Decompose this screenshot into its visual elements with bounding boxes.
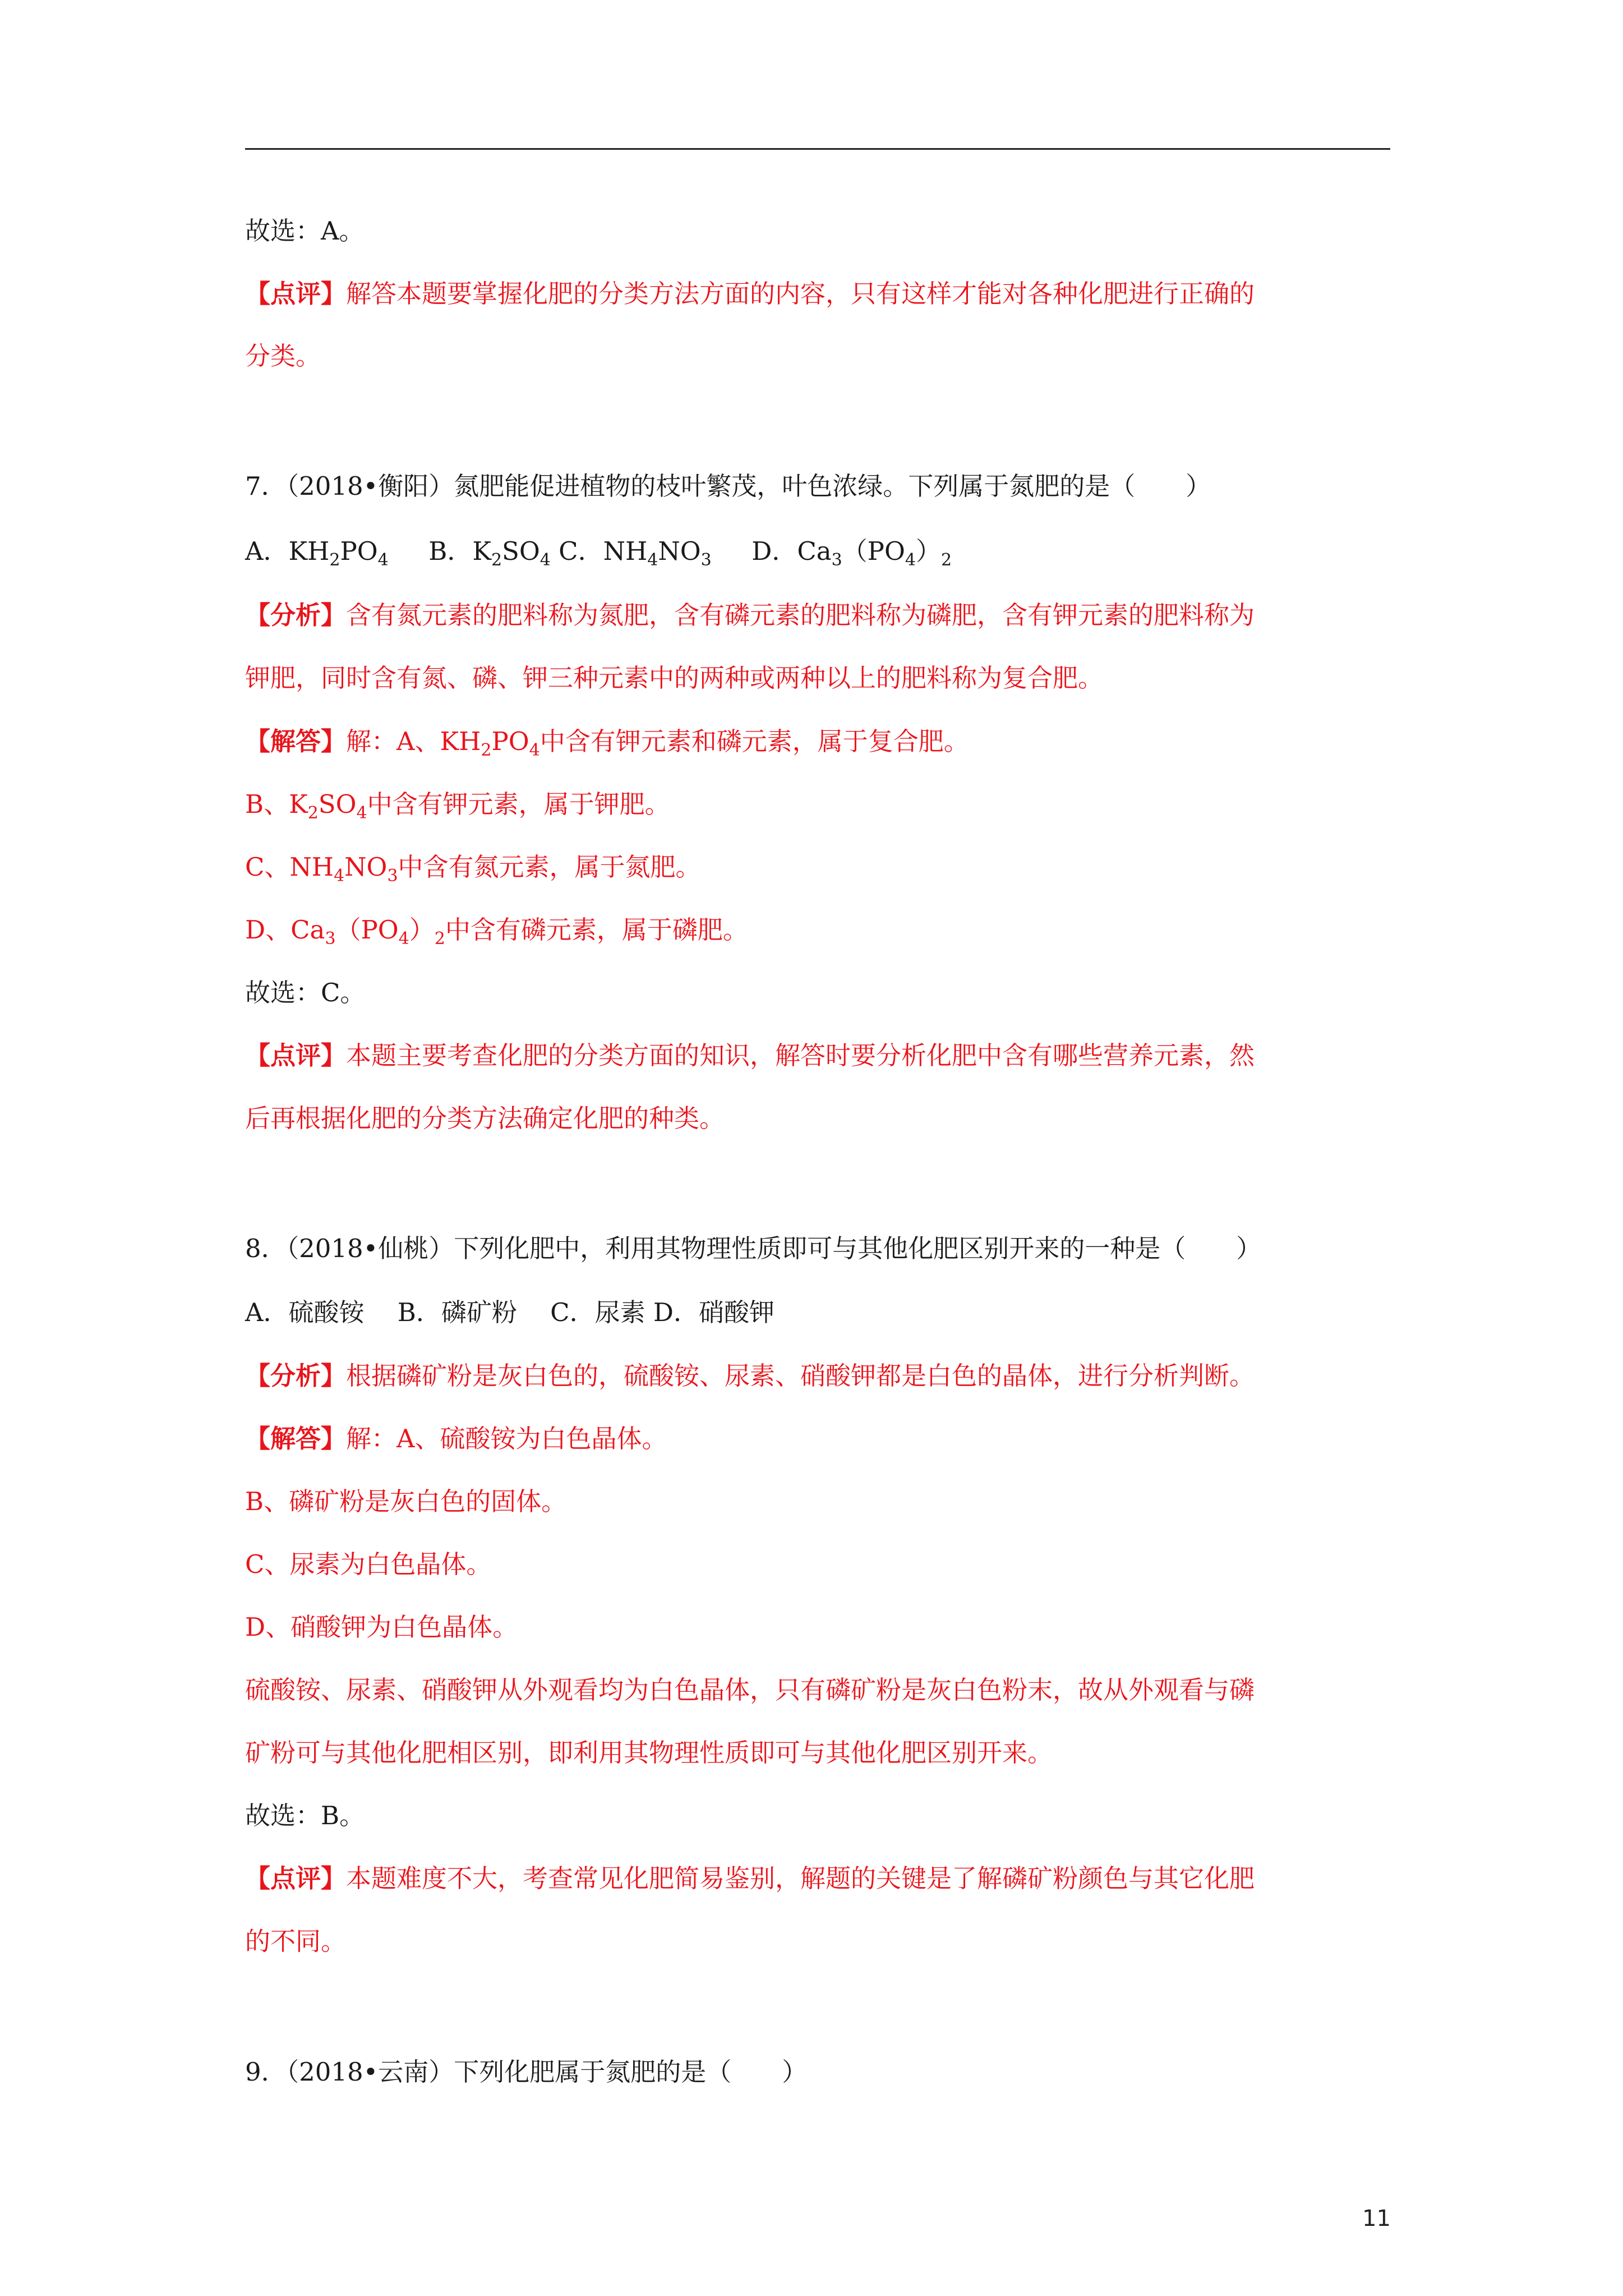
q7-review-line-1: 【点评】本题主要考查化肥的分类方面的知识，解答时要分析化肥中含有哪些营养元素，然 — [245, 1041, 1255, 1070]
q6-review-line-1 — [245, 277, 1255, 311]
q8-solution-e-line-2: 矿粉可与其他化肥相区别，即利用其物理性质即可与其他化肥区别开来。 — [245, 1738, 1053, 1768]
header-rule — [245, 148, 1390, 150]
q8-answer: 故选：B。 — [245, 1801, 365, 1830]
q8-stem: 8．（2018•仙桃）下列化肥中，利用其物理性质即可与其他化肥区别开来的一种是（ ） — [245, 1234, 1262, 1263]
review-tag: 【点评】 — [245, 279, 347, 309]
q7-option-b: B．$K_2SO_4$ — [428, 536, 551, 570]
q7-analysis-line-2: 钾肥，同时含有氮、磷、钾三种元素中的两种或两种以上的肥料称为复合肥。 — [245, 663, 1104, 693]
q7-option-a: A．$KH_2PO_4$ — [245, 536, 389, 570]
q8-solution-e-line-1: 硫酸铵、尿素、硝酸钾从外观看均为白色晶体，只有磷矿粉是灰白色粉末，故从外观看与磷 — [245, 1675, 1255, 1705]
q9-stem: 9．（2018•云南）下列化肥属于氮肥的是（ ） — [245, 2057, 808, 2087]
q8-solution-c: C、尿素为白色晶体。 — [245, 1549, 492, 1579]
q7-options — [245, 535, 952, 568]
q7-option-c: C．$NH_4NO_3$ — [559, 536, 712, 570]
analysis-tag: 【分析】 — [245, 1361, 347, 1391]
q8-solution-d: D、硝酸钾为白色晶体。 — [245, 1612, 518, 1642]
q8-analysis-line-1: 【分析】根据磷矿粉是灰白色的，硫酸铵、尿素、硝酸钾都是白色的晶体，进行分析判断。 — [245, 1361, 1255, 1391]
q7-review-line-2: 后再根据化肥的分类方法确定化肥的种类。 — [245, 1103, 725, 1133]
q7-analysis-line-1: 【分析】含有氮元素的肥料称为氮肥，含有磷元素的肥料称为磷肥，含有钾元素的肥料称为 — [245, 600, 1255, 630]
q7-stem: 7．（2018•衡阳）氮肥能促进植物的枝叶繁茂，叶色浓绿。下列属于氮肥的是（ ） — [245, 471, 1211, 501]
q7-solution-b: B、$K_2SO_4$中含有钾元素，属于钾肥。 — [245, 789, 670, 823]
q7-option-d: D．$Ca_3(PO_4)_2$ — [751, 536, 952, 570]
review-tag: 【点评】 — [245, 1864, 347, 1893]
q8-options: A．硫酸铵 B．磷矿粉 C．尿素 D．硝酸钾 — [245, 1297, 774, 1327]
review-tag: 【点评】 — [245, 1041, 347, 1070]
q8-review-line-2: 的不同。 — [245, 1926, 347, 1956]
solution-tag: 【解答】 — [245, 726, 347, 756]
q6-review-line-2: 分类。 — [245, 341, 321, 371]
solution-tag: 【解答】 — [245, 1424, 347, 1453]
q8-solution-b: B、磷矿粉是灰白色的固体。 — [245, 1487, 567, 1516]
analysis-tag: 【分析】 — [245, 600, 347, 630]
q7-solution-a: 【解答】解：A、$KH_2PO_4$中含有钾元素和磷元素，属于复合肥。 — [245, 726, 969, 760]
page-number: 11 — [1362, 2206, 1391, 2231]
q7-solution-d: D、$Ca_3(PO_4)_2$中含有磷元素，属于磷肥。 — [245, 915, 748, 949]
q7-answer: 故选：C。 — [245, 978, 366, 1007]
q8-solution-a: 【解答】解：A、硫酸铵为白色晶体。 — [245, 1424, 667, 1453]
q8-review-line-1: 【点评】本题难度不大，考查常见化肥简易鉴别，解题的关键是了解磷矿粉颜色与其它化肥 — [245, 1864, 1255, 1893]
q7-solution-c: C、$NH_4NO_3$中含有氮元素，属于氮肥。 — [245, 852, 701, 886]
q6-review-text-1: 解答本题要掌握化肥的分类方法方面的内容，只有这样才能对各种化肥进行正确的 — [346, 279, 1255, 309]
q6-answer: 故选：A。 — [245, 216, 365, 246]
